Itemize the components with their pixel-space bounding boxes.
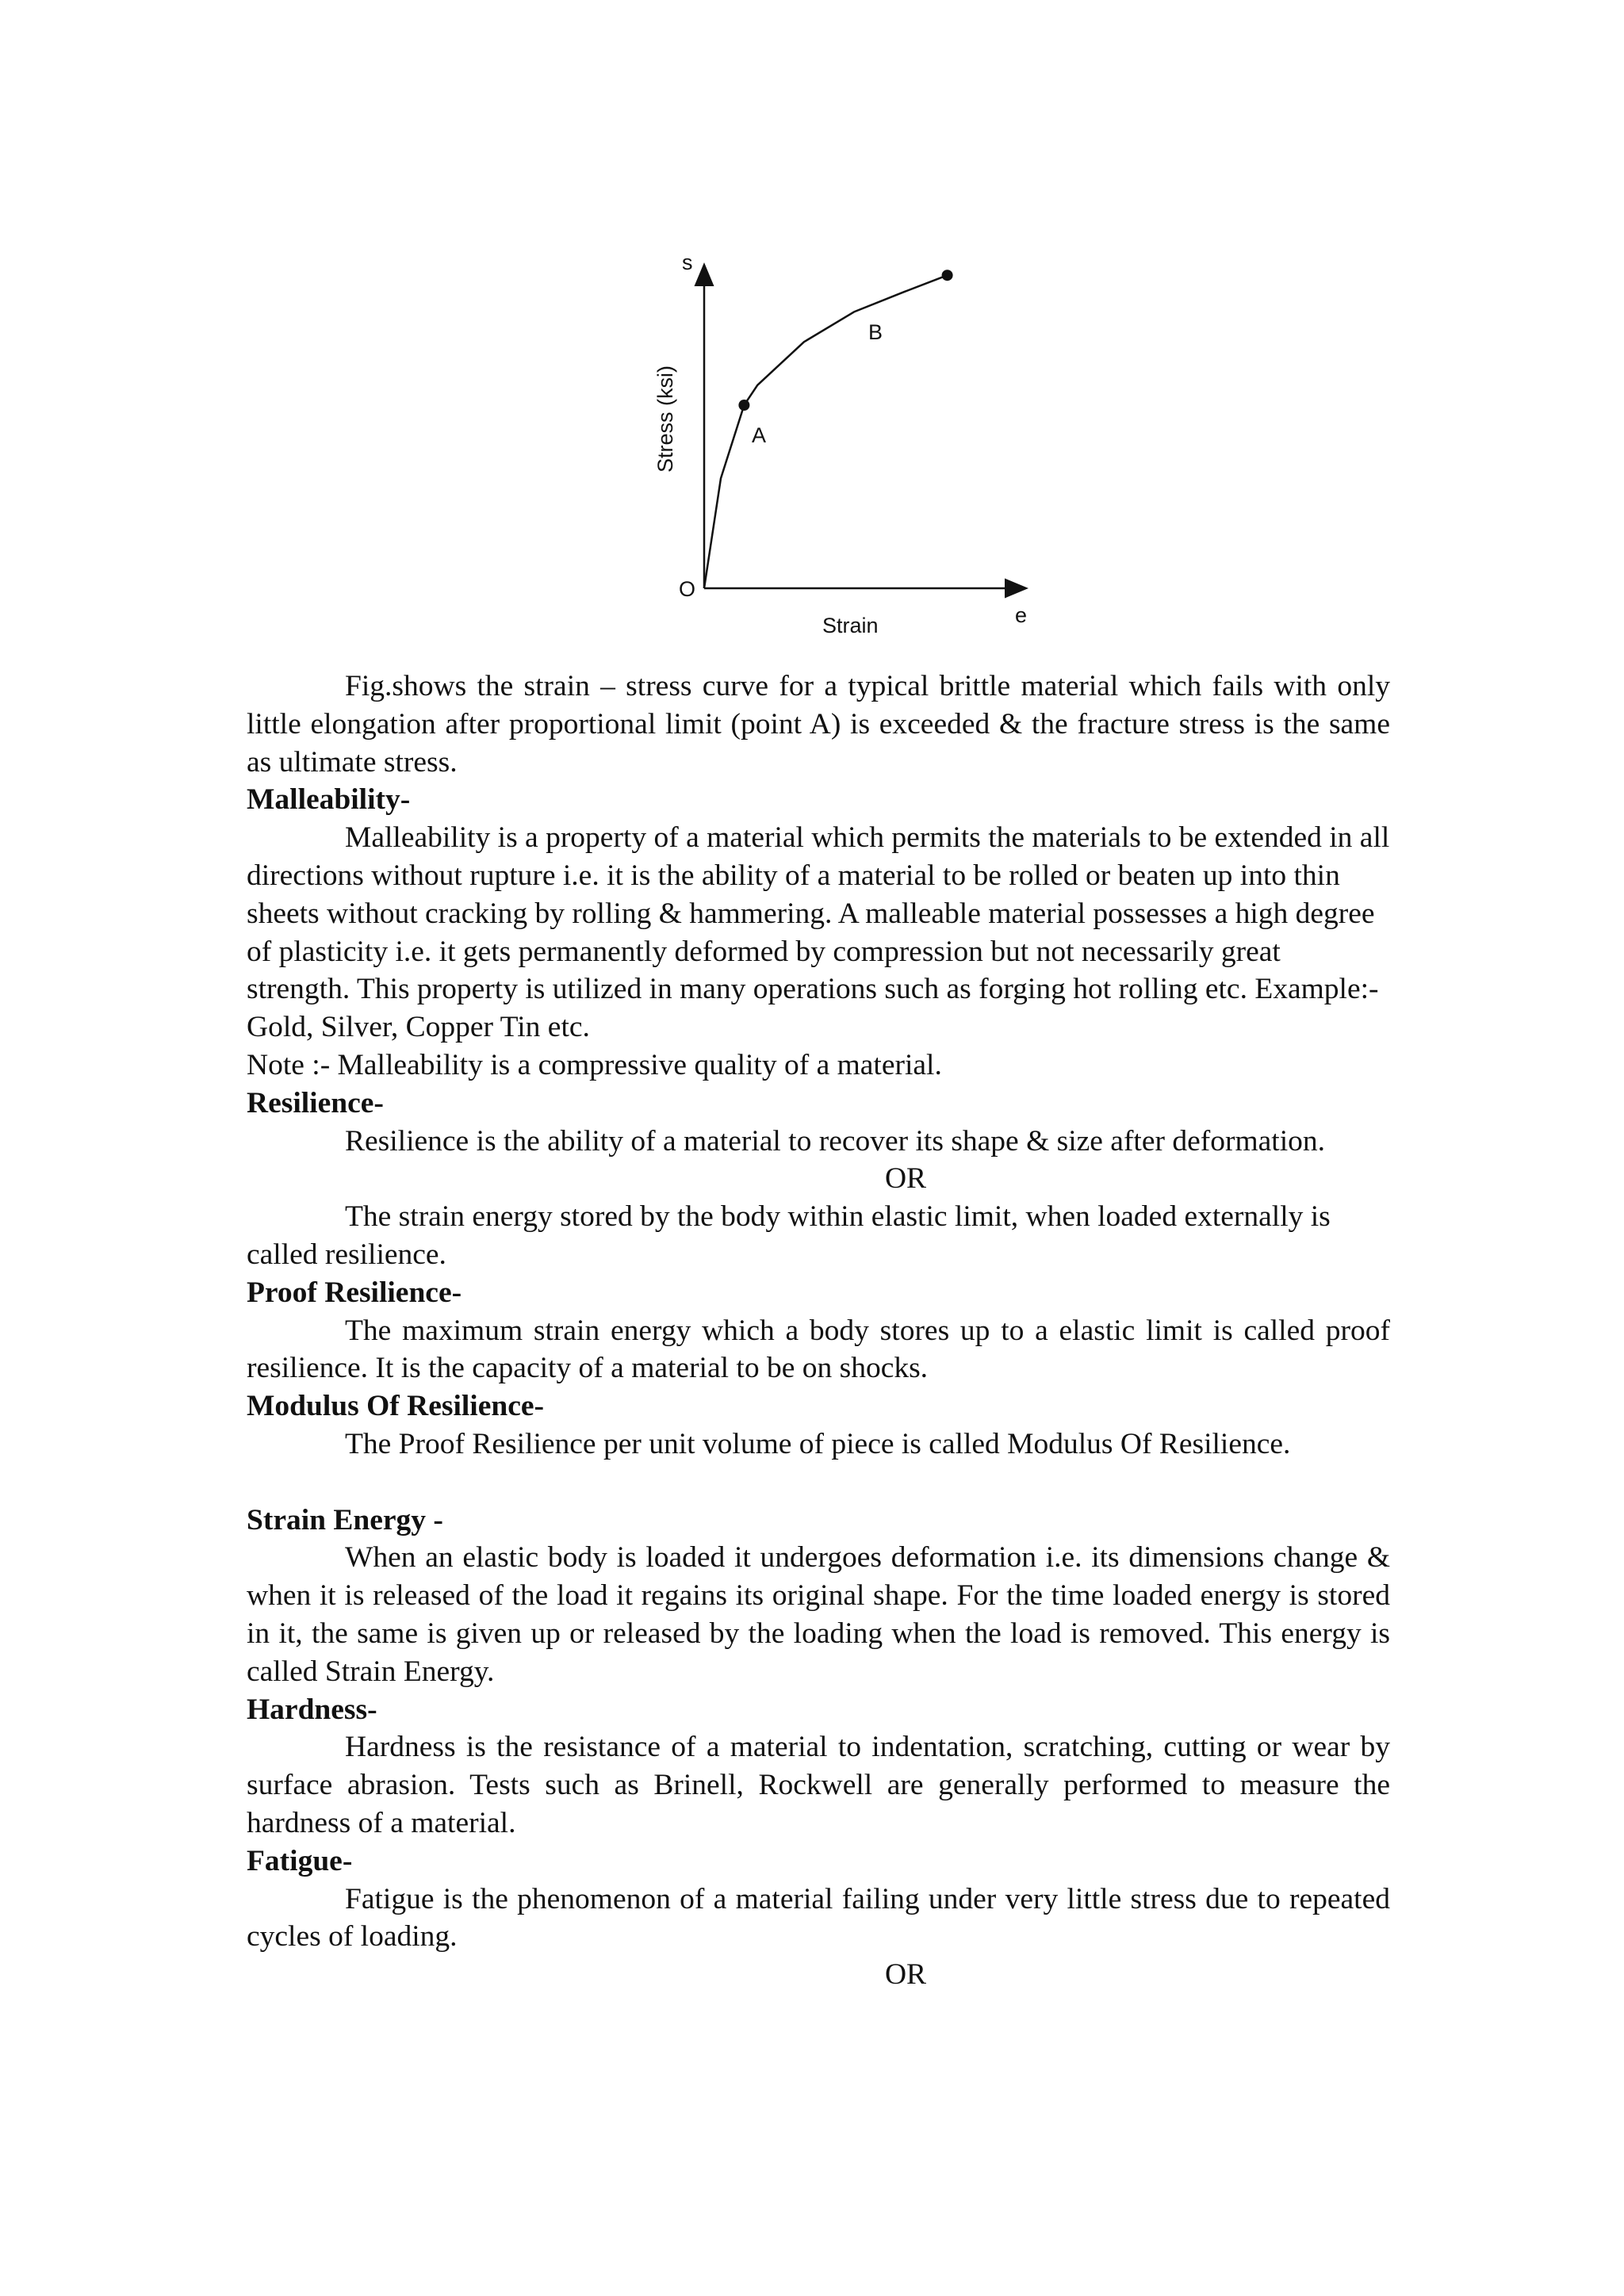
figure-caption: Fig.shows the strain – stress curve for a typical brittle material which fails with only little elongation after proportional limit (point A) is exceeded & the fracture stress is the same as ultimate stress. xyxy=(247,670,1390,779)
malleability-note: Note :- Malleability is a compressive quality of a material. xyxy=(247,1048,942,1081)
proof-resilience-heading: Proof Resilience- xyxy=(247,1276,462,1309)
y-axis-label: Stress (ksi) xyxy=(653,365,677,473)
stress-strain-figure xyxy=(626,238,1071,650)
malleability-heading: Malleability- xyxy=(247,783,411,817)
resilience-paragraph: Resilience is the ability of a material to recover its shape & size after deformation. xyxy=(345,1124,1325,1158)
stress-strain-chart xyxy=(626,238,1071,650)
y-axis-symbol: s xyxy=(682,251,693,274)
stress-strain-curve xyxy=(704,275,948,588)
document-body xyxy=(247,668,1390,1994)
series-layer xyxy=(704,270,953,588)
point-a-label: A xyxy=(752,423,767,447)
malleability-paragraph: Malleability is a property of a material which permits the materials to be extended in all directions without rupture i.e. it is the ability of a material to be rolled or beaten up into thin sheets without cracking by rolling & hammering. A malleable material possesses a high degree of plasticity i.e. it gets permanently deformed by compression but not necessarily great strength. This property is utilized in many operations such as forging hot rolling etc. Example:- Gold, Silver, Copper Tin etc. xyxy=(247,821,1390,1044)
or-divider-1: OR xyxy=(884,1162,927,1196)
strain-energy-heading: Strain Energy - xyxy=(247,1503,443,1536)
modulus-of-resilience-heading: Modulus Of Resilience- xyxy=(247,1390,544,1423)
x-axis-symbol: e xyxy=(1015,603,1028,627)
hardness-heading: Hardness- xyxy=(247,1693,377,1726)
fatigue-heading: Fatigue- xyxy=(247,1844,353,1877)
resilience-paragraph-2: The strain energy stored by the body within elastic limit, when loaded externally is called resilience. xyxy=(247,1200,1331,1271)
modulus-of-resilience-paragraph: The Proof Resilience per unit volume of piece is called Modulus Of Resilience. xyxy=(345,1427,1291,1460)
proof-resilience-paragraph: The maximum strain energy which a body stores up to a elastic limit is called proof resilience. It is the capacity of a material to be on shocks. xyxy=(247,1314,1390,1385)
point-a-marker xyxy=(738,400,749,411)
strain-energy-paragraph: When an elastic body is loaded it undergoes deformation i.e. its dimensions change & when it is released of the load it regains its original shape. For the time loaded energy is stored in it, the same is given up or released by the loading when the load is removed. This energy is called Strain Energy. xyxy=(247,1541,1390,1688)
fatigue-paragraph: Fatigue is the phenomenon of a material failing under very little stress due to repeated cycles of loading. xyxy=(247,1882,1390,1954)
or-divider-2: OR xyxy=(884,1958,927,1992)
hardness-paragraph: Hardness is the resistance of a material to indentation, scratching, cutting or wear by surface abrasion. Tests such as Brinell, Rockwell are generally performed to measure the hardness of a material. xyxy=(247,1731,1390,1839)
point-b-label: B xyxy=(868,320,883,344)
x-axis-label: Strain xyxy=(822,614,879,637)
resilience-heading: Resilience- xyxy=(247,1086,384,1119)
point-b-marker xyxy=(942,270,953,281)
spacer xyxy=(247,1464,1390,1502)
origin-label: O xyxy=(679,577,696,601)
